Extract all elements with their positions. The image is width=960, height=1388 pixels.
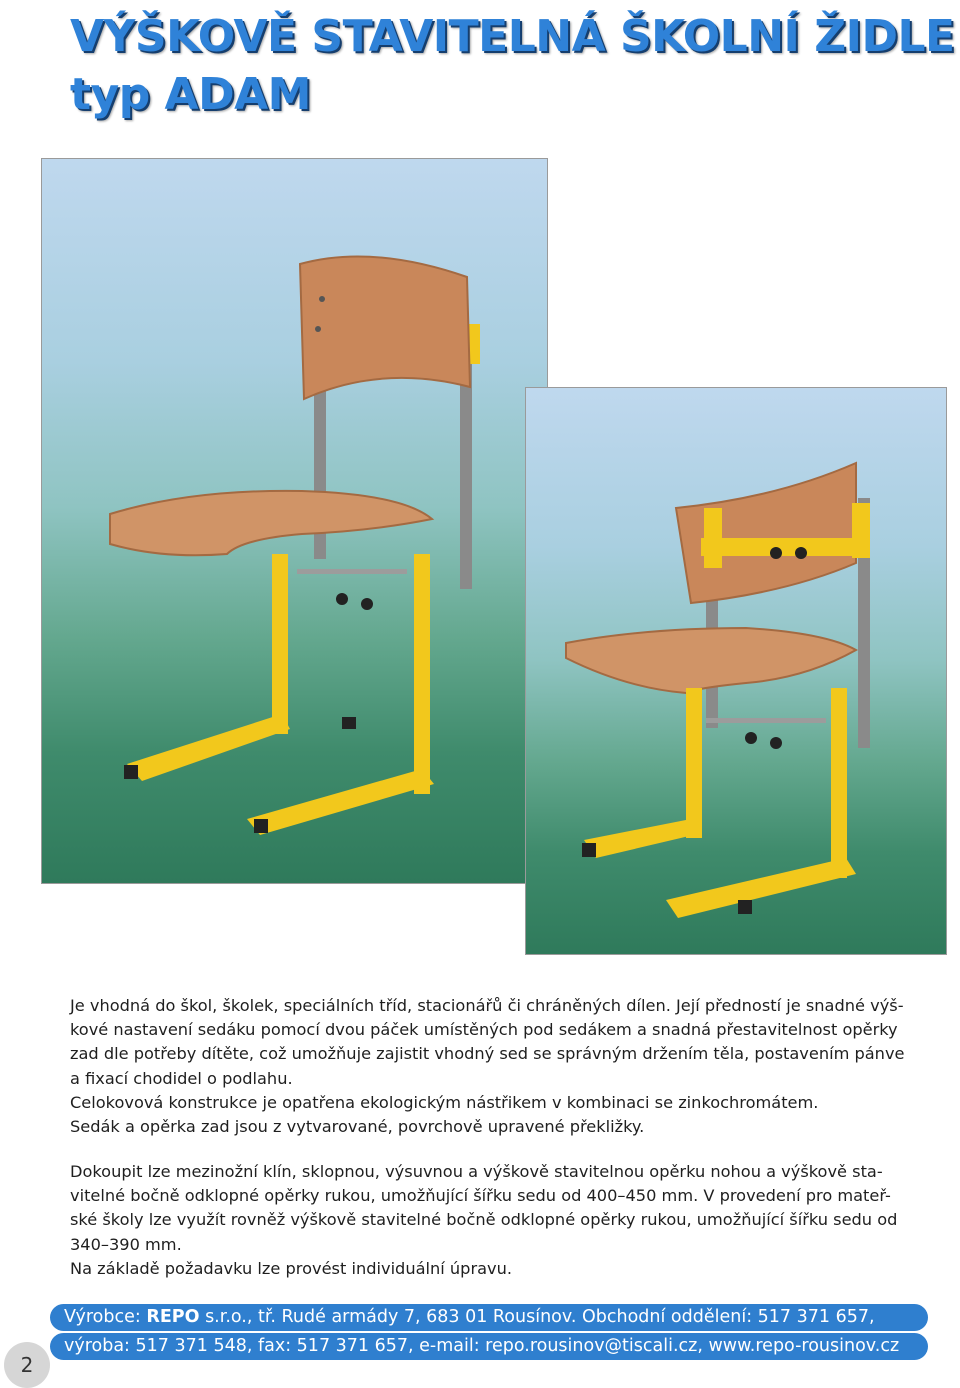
chair-photo-1 xyxy=(41,158,548,884)
text-line: Dokoupit lze mezinožní klín, sklopnou, výsuvnou a výškově stavitelnou opěrku nohou a výškově sta- xyxy=(70,1162,883,1181)
text-line: zad dle potřeby dítěte, což umožňuje zajistit vhodný sed se správným držením těla, postavením pánve xyxy=(70,1044,905,1064)
text-line: vitelné bočně odklopné opěrky rukou, umožňující šířku sedu od 400–450 mm. V provedení pro mateř- xyxy=(70,1186,891,1206)
page-number: 2 xyxy=(4,1342,50,1388)
text-line: Je vhodná do škol, školek, speciálních tříd, stacionářů či chráněných dílen. Její předností je snadné výš- xyxy=(70,996,904,1015)
description-paragraph-2 xyxy=(70,1160,925,1281)
text-line: Na základě požadavku lze provést individuální úpravu. xyxy=(70,1258,513,1278)
text-line: ské školy lze využít rovněž výškově stavitelné bočně odklopné opěrky rukou, umožňující šířku sedu od xyxy=(70,1210,898,1230)
footer-address: s.r.o., tř. Rudé armády 7, 683 01 Rousínov. Obchodní oddělení: 517 371 657, xyxy=(199,1307,875,1327)
chair-illustration-1 xyxy=(42,159,547,883)
chair-photo-2 xyxy=(525,387,947,955)
footer-line-2: výroba: 517 371 548, fax: 517 371 657, e-mail: repo.rousinov@tiscali.cz, www.repo-rousinov.cz xyxy=(50,1333,928,1360)
text-line: Celokovová konstrukce je opatřena ekologickým nástřikem v kombinaci se zinkochromátem. xyxy=(70,1092,819,1112)
text-line: 340–390 mm. xyxy=(70,1234,182,1254)
footer-line-1 xyxy=(50,1304,928,1331)
text-line: a fixací chodidel o podlahu. xyxy=(70,1068,293,1088)
description-paragraph-1 xyxy=(70,994,925,1139)
title-line-2: typ ADAM xyxy=(70,69,311,120)
text-line: Sedák a opěrka zad jsou z vytvarované, povrchově upravené překližky. xyxy=(70,1117,645,1137)
manufacturer-footer xyxy=(50,1304,928,1362)
page-title xyxy=(70,8,955,124)
chair-illustration-2 xyxy=(526,388,946,954)
text-line: kové nastavení sedáku pomocí dvou páček umístěných pod sedákem a snadná přestavitelnost opěrky xyxy=(70,1020,898,1040)
title-line-1: VÝŠKOVĚ STAVITELNÁ ŠKOLNÍ ŽIDLE xyxy=(70,11,955,62)
footer-label: Výrobce: xyxy=(64,1307,141,1327)
company-name: REPO xyxy=(146,1307,200,1327)
